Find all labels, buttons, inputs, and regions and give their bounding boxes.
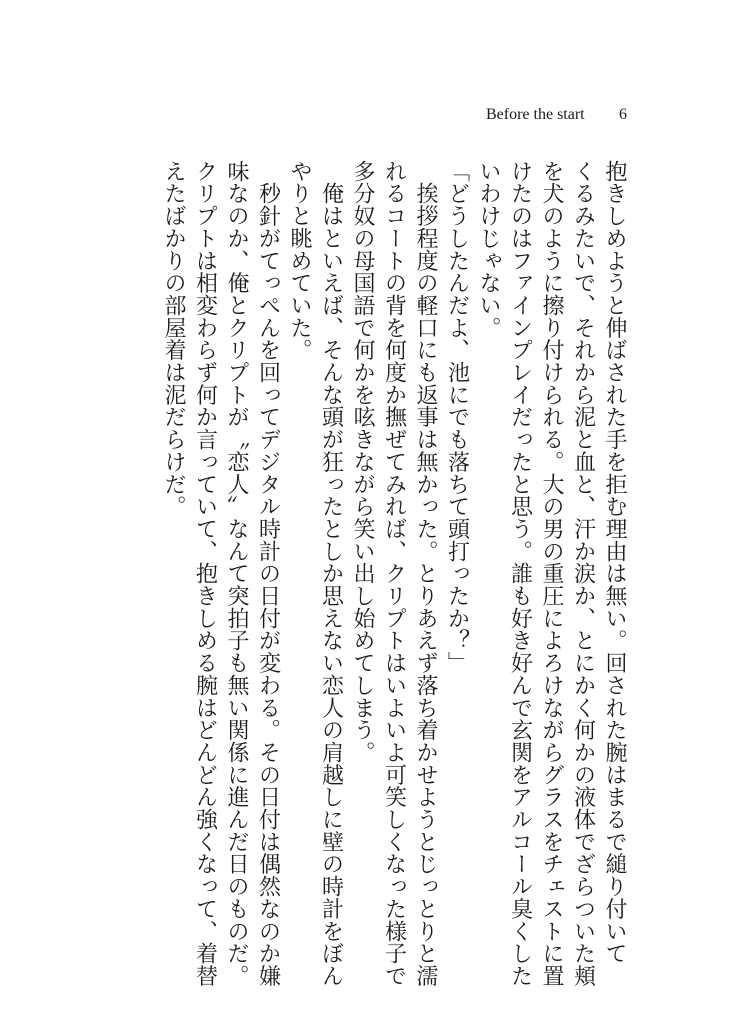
text-line: 秒針がてっぺんを回ってデジタル時計の日付が変わる。その日付は偶然なのか嫌 — [255, 160, 281, 987]
text-line: けたのはファインプレイだったと思う。誰も好き好んで玄関をアルコール臭くした — [507, 160, 533, 987]
text-line: えたばかりの部屋着は泥だらけだ。 — [161, 160, 186, 518]
running-header — [486, 103, 636, 127]
text-line: クリプトは相変わらず何か言っていて、抱きしめる腕はどんどん強くなって、着替 — [192, 160, 218, 987]
page-number: 6 — [619, 106, 627, 123]
text-line: 挨拶程度の軽口にも返事は無かった。とりあえず落ち着かせようとじっとりと濡 — [413, 160, 438, 987]
text-line: 俺はといえば、そんな頭が狂ったとしか思えない恋人の肩越しに壁の時計をぼん — [318, 160, 344, 987]
vertical-text-body — [158, 160, 631, 987]
text-line: 「どうしたんだよ、池にでも落ちて頭打ったか？」 — [444, 160, 470, 675]
text-line: 抱きしめようと伸ばされた手を拒む理由は無い。回された腕はまるで縋り付いて — [602, 160, 627, 965]
running-title: Before the start — [486, 106, 585, 123]
text-line: やりと眺めていた。 — [287, 160, 312, 362]
text-line: れるコートの背を何度か撫ぜてみれば、クリプトはいよいよ可笑しくなった様子で — [381, 160, 407, 987]
text-line: くるみたいで、それから泥と血と、汗か涙か、とにかく何かの液体でざらついた頬 — [570, 160, 596, 987]
text-line: いわけじゃない。 — [476, 160, 501, 339]
text-line: 多分奴の母国語で何かを呟きながら笑い出し始めてしまう。 — [350, 160, 375, 764]
text-line: を犬のように擦り付けられる。大の男の重圧によろけながらグラスをチェストに置 — [539, 160, 564, 987]
text-line: 味なのか、俺とクリプトが〝恋人〟なんて突拍子も無い関係に進んだ日のものだ。 — [224, 160, 249, 987]
